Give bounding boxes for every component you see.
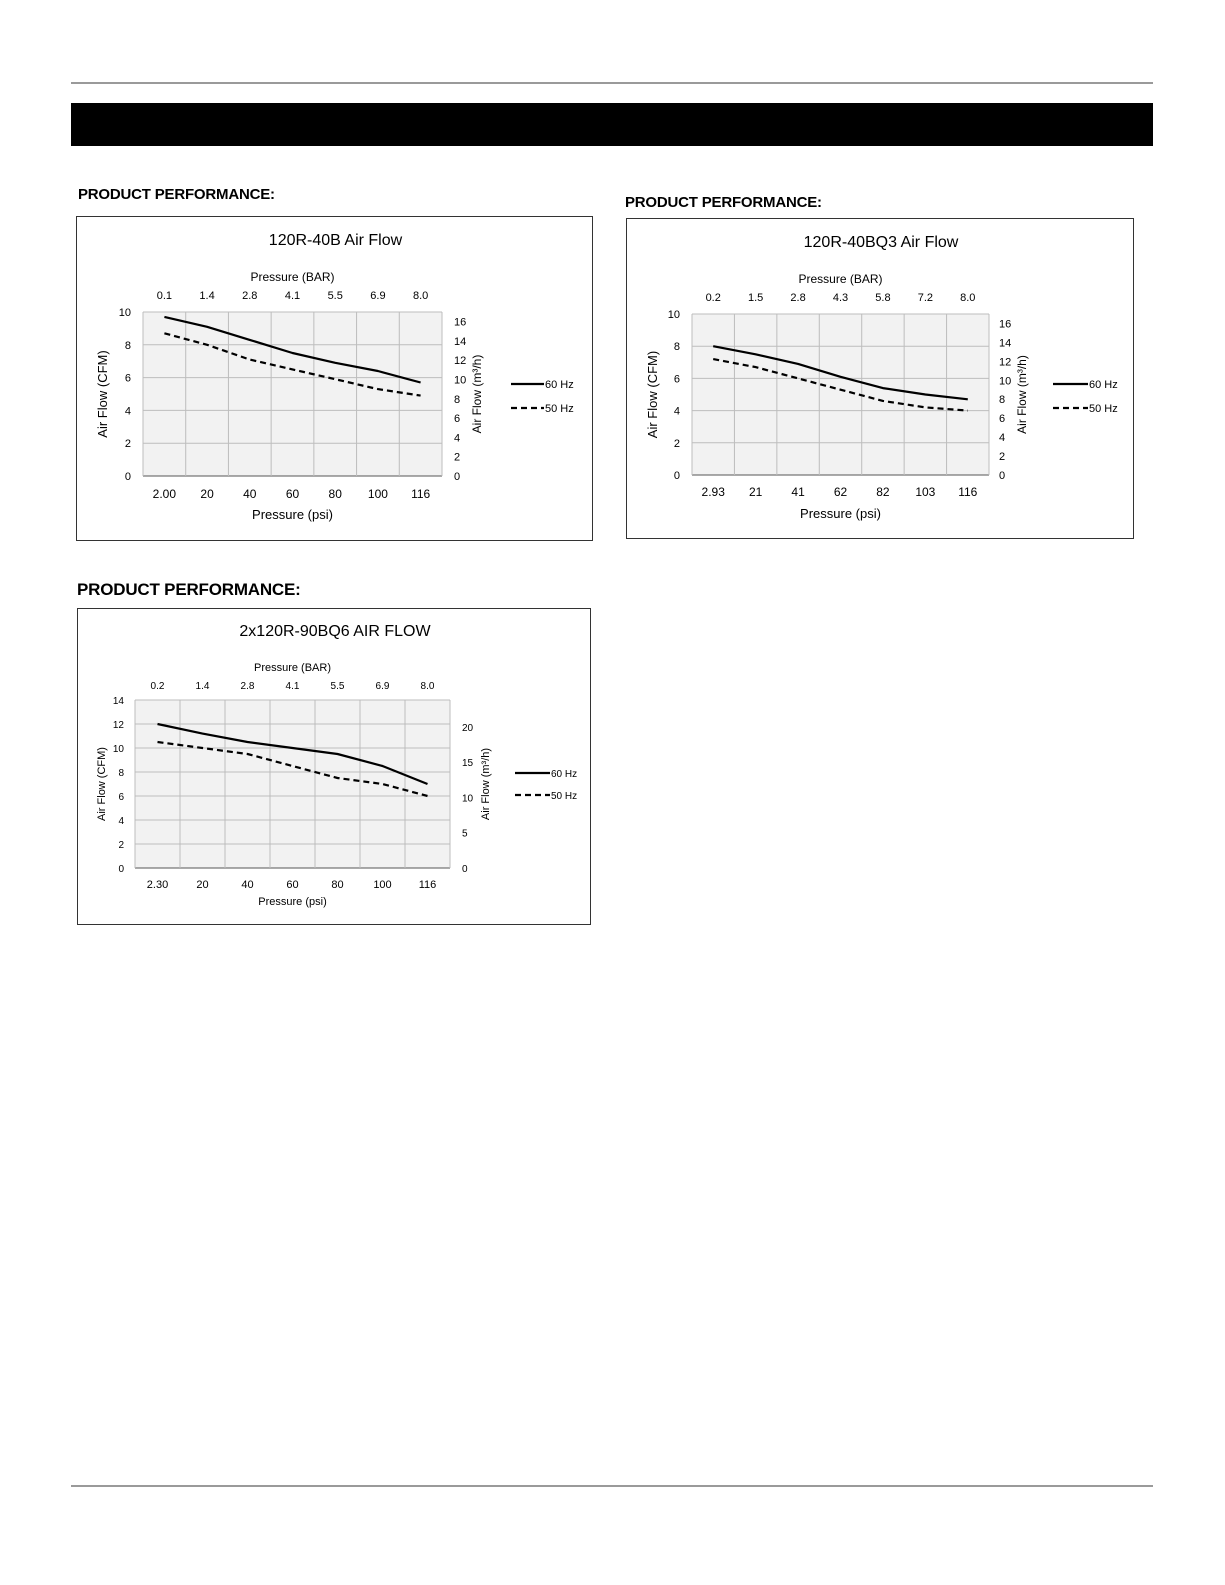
top-tick-label: 2.8 <box>790 292 806 304</box>
y2-tick-label: 10 <box>999 375 1012 388</box>
y-tick-label: 10 <box>112 744 124 755</box>
y2-axis-label: Air Flow (m³/h) <box>470 354 484 434</box>
chart-title: 120R-40BQ3 Air Flow <box>803 234 959 251</box>
y-tick-label: 10 <box>667 309 680 321</box>
x-tick-label: 20 <box>200 487 214 501</box>
y2-tick-label: 14 <box>454 335 467 348</box>
y-tick-label: 0 <box>118 864 124 875</box>
top-tick-label: 1.4 <box>195 681 210 692</box>
top-tick-label: 0.2 <box>150 681 165 692</box>
legend-label: 60 Hz <box>1089 379 1118 391</box>
y2-tick-label: 16 <box>999 318 1012 331</box>
y2-tick-label: 0 <box>454 471 461 483</box>
y-axis-label: Air Flow (CFM) <box>96 747 108 821</box>
x-tick-label: 40 <box>241 879 254 891</box>
y2-tick-label: 12 <box>454 355 467 368</box>
y-tick-label: 6 <box>118 792 124 803</box>
y2-tick-label: 0 <box>999 470 1006 482</box>
top-tick-label: 4.3 <box>832 292 849 304</box>
x-tick-label: 100 <box>373 879 392 891</box>
x-tick-label: 116 <box>411 487 431 501</box>
x-tick-label: 116 <box>418 879 437 891</box>
top-tick-label: 2.8 <box>240 681 255 692</box>
y2-tick-label: 12 <box>999 356 1012 369</box>
y2-tick-label: 10 <box>462 793 474 805</box>
y-tick-label: 10 <box>118 307 131 319</box>
x-tick-label: 80 <box>331 879 344 891</box>
section-label-1: PRODUCT PERFORMANCE: <box>78 186 275 203</box>
chart-120r-40bq3-air-flow <box>626 218 1134 539</box>
y2-tick-label: 6 <box>454 413 461 426</box>
x-tick-label: 100 <box>367 487 388 501</box>
top-tick-label: 8.0 <box>960 292 976 304</box>
x-tick-label: 60 <box>286 879 299 891</box>
y2-tick-label: 5 <box>462 828 468 840</box>
chart-title: 120R-40B Air Flow <box>268 232 403 249</box>
y2-tick-label: 0 <box>462 864 468 875</box>
plot-area <box>692 314 989 475</box>
y-axis-label: Air Flow (CFM) <box>95 350 110 438</box>
top-tick-label: 6.9 <box>370 290 386 302</box>
header-band <box>71 103 1153 146</box>
chart-svg <box>627 219 1135 540</box>
top-tick-label: 0.2 <box>705 292 721 304</box>
plot-area <box>143 312 442 476</box>
y-tick-label: 4 <box>124 405 131 418</box>
x-tick-label: 62 <box>833 485 848 499</box>
y-tick-label: 8 <box>124 339 131 352</box>
top-tick-label: 1.5 <box>747 292 764 304</box>
legend-label: 50 Hz <box>1089 403 1118 415</box>
section-label-3: PRODUCT PERFORMANCE: <box>77 580 301 599</box>
top-tick-label: 4.1 <box>285 681 300 692</box>
y-tick-label: 2 <box>124 438 131 451</box>
top-tick-label: 4.1 <box>284 290 301 302</box>
x-tick-label: 82 <box>876 485 890 499</box>
x-tick-label: 41 <box>791 485 805 499</box>
x-tick-label: 103 <box>915 485 936 499</box>
top-axis-label: Pressure (BAR) <box>798 272 883 286</box>
y2-tick-label: 4 <box>454 432 461 445</box>
top-tick-label: 6.9 <box>375 681 390 692</box>
y-tick-label: 2 <box>673 437 680 450</box>
top-rule <box>71 82 1153 84</box>
y2-tick-label: 20 <box>462 722 474 734</box>
chart-120r-40b-air-flow <box>76 216 593 541</box>
y2-tick-label: 8 <box>454 393 461 406</box>
y2-tick-label: 14 <box>999 337 1012 350</box>
y-tick-label: 4 <box>673 405 680 418</box>
chart-2x120r-90bq6-air-flow <box>77 608 591 925</box>
top-tick-label: 1.4 <box>199 290 215 302</box>
legend-label: 60 Hz <box>551 769 578 780</box>
y2-tick-label: 10 <box>454 374 467 387</box>
y2-tick-label: 8 <box>999 394 1006 407</box>
y2-tick-label: 2 <box>999 451 1006 464</box>
x-tick-label: 2.00 <box>152 487 177 501</box>
top-tick-label: 5.5 <box>327 290 343 302</box>
y-tick-label: 0 <box>124 471 131 483</box>
legend-label: 50 Hz <box>545 403 574 415</box>
y2-tick-label: 2 <box>454 451 461 464</box>
x-tick-label: 60 <box>285 487 300 501</box>
bottom-rule <box>71 1485 1153 1487</box>
y-tick-label: 12 <box>112 720 124 731</box>
y2-axis-label: Air Flow (m³/h) <box>1015 355 1029 434</box>
chart-title: 2x120R-90BQ6 AIR FLOW <box>239 623 431 640</box>
x-tick-label: 2.30 <box>146 879 169 891</box>
x-tick-label: 40 <box>243 487 257 501</box>
x-axis-label: Pressure (psi) <box>258 896 327 908</box>
legend-label: 60 Hz <box>545 379 574 391</box>
top-tick-label: 8.0 <box>412 290 429 302</box>
section-label-2: PRODUCT PERFORMANCE: <box>625 194 822 211</box>
x-tick-label: 80 <box>328 487 342 501</box>
x-axis-label: Pressure (psi) <box>252 507 333 522</box>
x-tick-label: 2.93 <box>701 485 725 499</box>
top-tick-label: 8.0 <box>420 681 435 692</box>
y-tick-label: 8 <box>118 768 124 779</box>
top-tick-label: 2.8 <box>242 290 258 302</box>
y-tick-label: 14 <box>112 696 124 707</box>
x-tick-label: 116 <box>958 485 978 499</box>
x-tick-label: 21 <box>748 485 763 499</box>
x-tick-label: 20 <box>196 879 209 891</box>
y-tick-label: 0 <box>673 470 680 482</box>
y2-tick-label: 6 <box>999 413 1006 426</box>
top-axis-label: Pressure (BAR) <box>250 270 335 284</box>
y-tick-label: 8 <box>673 341 680 354</box>
legend-label: 50 Hz <box>551 791 578 802</box>
top-axis-label: Pressure (BAR) <box>253 662 332 674</box>
chart-svg <box>77 217 594 542</box>
top-tick-label: 5.5 <box>330 681 345 692</box>
y-tick-label: 6 <box>124 372 131 385</box>
y-tick-label: 4 <box>118 816 124 827</box>
y2-tick-label: 4 <box>999 432 1006 445</box>
y2-tick-label: 15 <box>462 758 474 770</box>
y2-tick-label: 16 <box>454 316 467 329</box>
chart-svg <box>78 609 592 926</box>
plot-area <box>135 700 450 868</box>
y2-axis-label: Air Flow (m³/h) <box>480 747 492 821</box>
y-tick-label: 6 <box>673 373 680 386</box>
x-axis-label: Pressure (psi) <box>800 506 881 521</box>
top-tick-label: 0.1 <box>156 290 173 302</box>
y-tick-label: 2 <box>118 840 124 851</box>
top-tick-label: 5.8 <box>875 292 891 304</box>
y-axis-label: Air Flow (CFM) <box>645 350 660 439</box>
top-tick-label: 7.2 <box>917 292 934 304</box>
